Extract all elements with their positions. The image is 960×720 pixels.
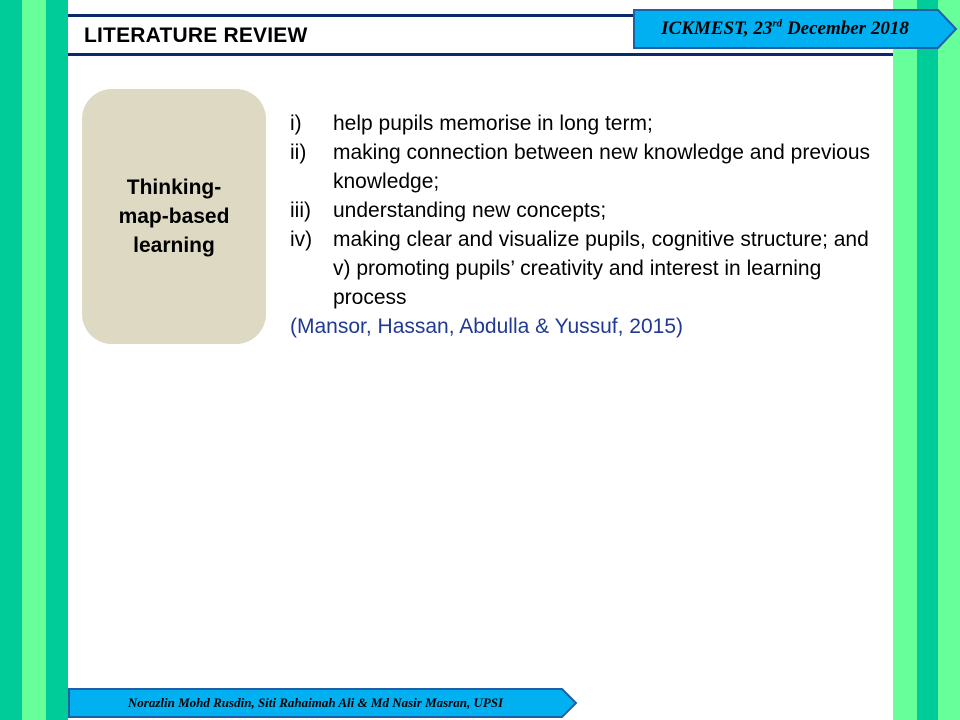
left-stripe-inner xyxy=(46,0,68,720)
list-item xyxy=(290,225,880,312)
conference-ordinal: rd xyxy=(772,17,783,30)
footer-authors: Norazlin Mohd Rusdin, Siti Rahaimah Ali & Md Nasir Masran, UPSI xyxy=(127,695,504,710)
list-item xyxy=(290,109,880,138)
list-item-text: help pupils memorise in long term; xyxy=(333,112,653,135)
right-stripe-inner xyxy=(893,0,917,720)
list-item-number: i) xyxy=(290,112,302,135)
left-stripe-outer xyxy=(0,0,22,720)
conference-banner xyxy=(632,8,960,50)
section-title: LITERATURE REVIEW xyxy=(84,24,308,47)
list-item-number: ii) xyxy=(290,141,307,164)
benefits-list xyxy=(290,109,880,341)
conference-date: December 2018 xyxy=(782,18,909,39)
list-item xyxy=(290,138,880,196)
right-stripe-middle xyxy=(917,0,938,720)
left-stripe-middle xyxy=(22,0,46,720)
list-item-text: making connection between new knowledge and previous knowledge; xyxy=(333,141,871,193)
right-stripe-outer xyxy=(938,0,960,720)
conference-name: ICKMEST, 23 xyxy=(661,18,773,39)
header-bottom-rule xyxy=(68,53,893,56)
list-item-number: iii) xyxy=(290,199,311,222)
citation: (Mansor, Hassan, Abdulla & Yussuf, 2015) xyxy=(290,315,684,338)
footer-banner xyxy=(68,688,578,718)
conference-label xyxy=(632,8,938,50)
list-item-text: understanding new concepts; xyxy=(333,199,607,222)
list-item-text: making clear and visualize pupils, cognitive structure; and v) promoting pupils’ creativity and interest in learning process xyxy=(333,228,869,309)
list-item xyxy=(290,196,880,225)
list-item-number: iv) xyxy=(290,228,313,251)
topic-label: Thinking-map-based learning xyxy=(118,176,230,257)
topic-box xyxy=(82,89,266,344)
